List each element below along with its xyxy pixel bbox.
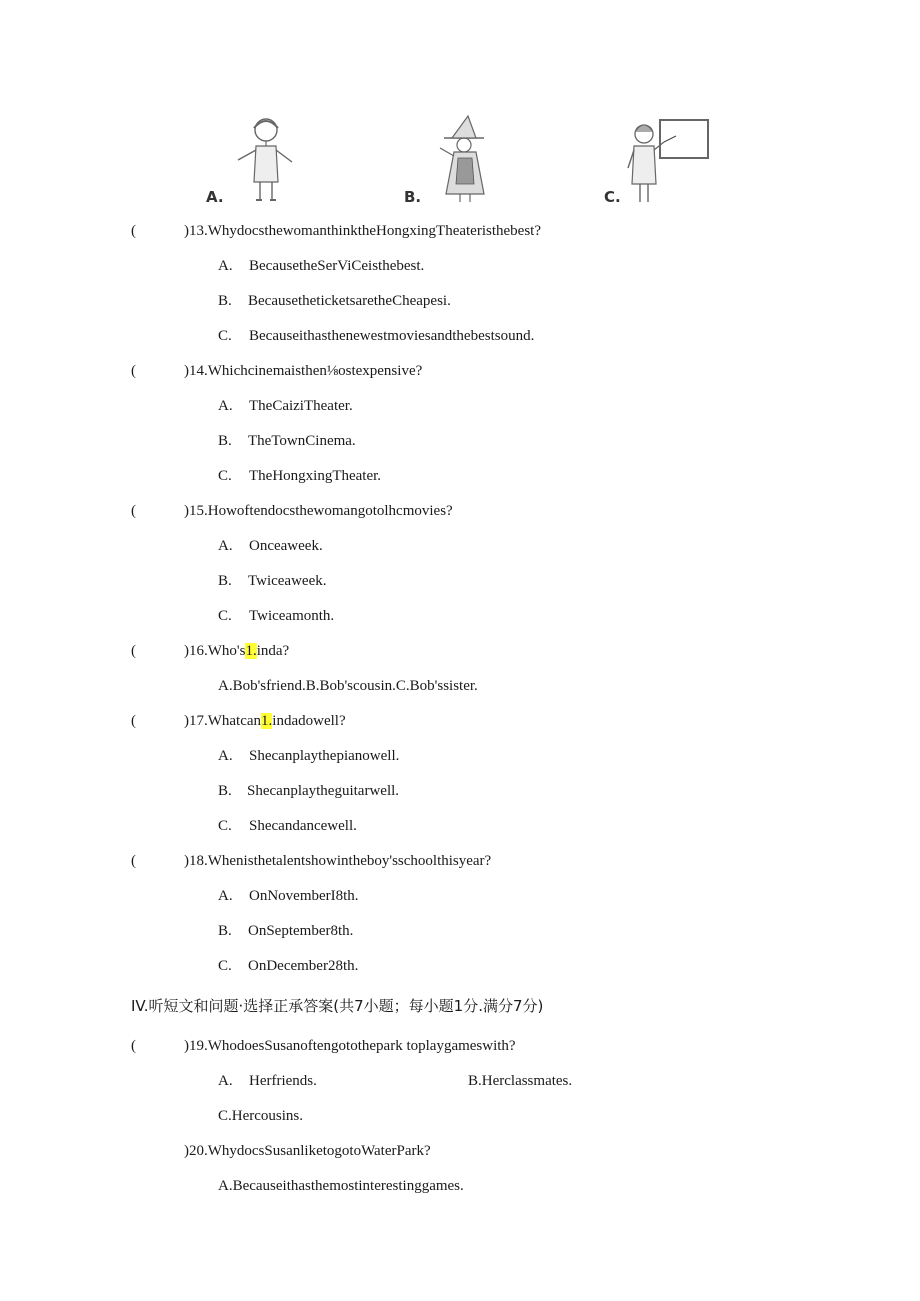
- q14-option-a: TheCaiziTheater.: [249, 398, 353, 414]
- q18-option-c-letter: C.: [218, 958, 232, 974]
- witch-figure-icon: [434, 112, 504, 212]
- q19-option-a-letter: A.: [218, 1073, 233, 1089]
- question-18: )18.Whenisthetalentshowintheboy'sschoolthisyear?: [184, 853, 492, 869]
- picture-option-c: [600, 112, 720, 212]
- answer-paren: (: [131, 503, 136, 519]
- picture-option-a: [200, 112, 310, 212]
- answer-paren: (: [131, 713, 136, 729]
- q18-option-a: OnNovemberI8th.: [249, 888, 359, 904]
- answer-paren: (: [131, 853, 136, 869]
- q17-option-a: Shecanplaythepianowell.: [249, 748, 400, 764]
- q14-option-c: TheHongxingTheater.: [249, 468, 382, 484]
- question-15: )15.Howoftendocsthewomangotolhcmovies?: [184, 503, 453, 519]
- q17-option-a-letter: A.: [218, 748, 233, 764]
- q17-option-c: Shecandancewell.: [249, 818, 357, 834]
- question-13: )13.WhydocsthewomanthinktheHongxingTheateristhebest?: [184, 223, 541, 239]
- q13-option-c: Becauseithasthenewestmoviesandthebestsound.: [249, 328, 535, 344]
- q17-option-c-letter: C.: [218, 818, 232, 834]
- q18-option-c: OnDecember28th.: [248, 958, 359, 974]
- q17-text-before: )17.Whatcan: [184, 713, 262, 729]
- picture-label-c: C.: [604, 188, 621, 206]
- q17-option-b-letter: B.: [218, 783, 232, 799]
- question-20: )20.WhydocsSusanliketogotoWaterPark?: [184, 1143, 431, 1159]
- section-iv-heading: IV.听短文和问题·选择正承答案(共7小题；每小题1分.满分7分): [131, 997, 544, 1015]
- q17-highlight: 1.: [261, 713, 273, 729]
- question-17: [184, 711, 346, 731]
- picture-option-b: [400, 112, 510, 212]
- q14-option-b: TheTownCinema.: [248, 433, 356, 449]
- q15-option-b: Twiceaweek.: [248, 573, 327, 589]
- girl-figure-icon: [230, 112, 310, 212]
- q17-option-b: Shecanplaytheguitarwell.: [247, 783, 400, 799]
- q14-option-a-letter: A.: [218, 398, 233, 414]
- q16-text-before: )16.Who's: [184, 643, 246, 659]
- q13-option-a: BecausetheSerViCeisthebest.: [249, 258, 425, 274]
- answer-paren: (: [131, 1038, 136, 1054]
- answer-paren: (: [131, 643, 136, 659]
- q16-highlight: 1.: [245, 643, 257, 659]
- q13-option-c-letter: C.: [218, 328, 232, 344]
- q15-option-c-letter: C.: [218, 608, 232, 624]
- q19-option-b: B.Herclassmates.: [468, 1073, 573, 1089]
- q13-option-b-letter: B.: [218, 293, 232, 309]
- q20-option-a: A.Becauseithasthemostinterestinggames.: [218, 1178, 464, 1194]
- q18-option-a-letter: A.: [218, 888, 233, 904]
- q19-option-c: C.Hercousins.: [218, 1108, 303, 1124]
- picture-label-b: B.: [404, 188, 422, 206]
- answer-paren: (: [131, 223, 136, 239]
- q13-option-a-letter: A.: [218, 258, 233, 274]
- q15-option-c: Twiceamonth.: [249, 608, 335, 624]
- picture-options: [200, 112, 720, 212]
- q13-option-b: BecausetheticketsaretheCheapesi.: [248, 293, 451, 309]
- answer-paren: (: [131, 363, 136, 379]
- question-19: )19.WhodoesSusanoftengotothepark toplaygameswith?: [184, 1038, 516, 1054]
- q19-option-a: Herfriends.: [249, 1073, 317, 1089]
- q14-option-b-letter: B.: [218, 433, 232, 449]
- q15-option-a: Onceaweek.: [249, 538, 323, 554]
- q18-option-b: OnSeptember8th.: [248, 923, 354, 939]
- question-14: )14.Whichcinemaisthen⅛ostexpensive?: [184, 363, 423, 379]
- picture-label-a: A.: [206, 188, 224, 206]
- q16-text-after: inda?: [256, 643, 290, 659]
- q14-option-c-letter: C.: [218, 468, 232, 484]
- q15-option-a-letter: A.: [218, 538, 233, 554]
- q17-text-after: indadowell?: [272, 713, 346, 729]
- question-16: [184, 641, 289, 661]
- q16-options: A.Bob'sfriend.B.Bob'scousin.C.Bob'ssister.: [218, 678, 478, 694]
- teacher-figure-icon: [620, 112, 720, 212]
- q18-option-b-letter: B.: [218, 923, 232, 939]
- q15-option-b-letter: B.: [218, 573, 232, 589]
